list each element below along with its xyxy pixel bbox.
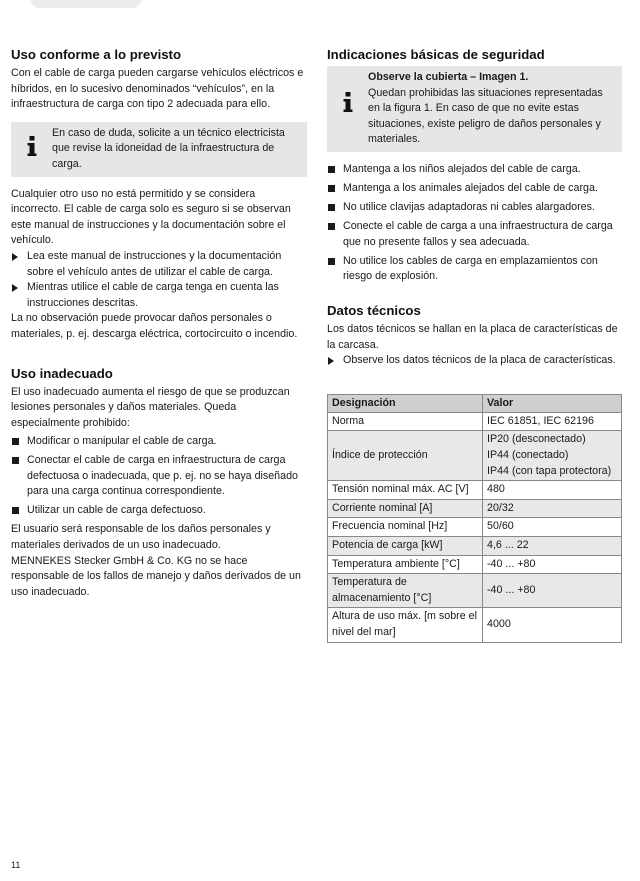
bullet-list [11, 434, 307, 519]
bullet-list [327, 162, 622, 285]
list-item: Mantenga a los niños alejados del cable de carga. [327, 162, 622, 178]
table-cell-label: Tensión nominal máx. AC [V] [328, 481, 483, 500]
table-cell-label: Norma [328, 412, 483, 431]
table-cell-label: Frecuencia nominal [Hz] [328, 518, 483, 537]
table-header-cell: Designación [328, 394, 483, 412]
table-cell-value [483, 555, 622, 574]
value-line: 4,6 ... 22 [487, 539, 529, 552]
instruction-list [11, 249, 307, 311]
table-cell-value [483, 499, 622, 518]
table-header-cell: Valor [483, 394, 622, 412]
table-cell-value [483, 431, 622, 481]
list-item: Mantenga a los animales alejados del cable de carga. [327, 181, 622, 197]
value-line: 4000 [487, 618, 511, 631]
list-item: Conectar el cable de carga en infraestructura de carga defectuosa o inadecuada, que p. ej. no se haya diseñado para una carga continua correspondiente. [11, 453, 307, 500]
table-row [328, 574, 622, 608]
table-cell-value [483, 537, 622, 556]
info-icon [327, 66, 368, 112]
section-heading: Indicaciones básicas de seguridad [327, 47, 545, 62]
table-cell-value [483, 608, 622, 642]
table-row [328, 431, 622, 481]
table-row [328, 481, 622, 500]
paragraph: Los datos técnicos se hallan en la placa de características de la carcasa. [327, 323, 618, 351]
instruction-list [327, 353, 622, 369]
paragraph: Cualquier otro uso no está permitido y se considera incorrecto. El cable de carga solo es seguro si se observan este manual de instrucciones y la documentación sobre el vehículo. [11, 187, 291, 247]
table-cell-value [483, 481, 622, 500]
paragraph: Con el cable de carga pueden cargarse vehículos eléctricos e híbridos, en lo sucesivo denominados “vehículos”, en la infraestructura de carga con tipo 2 adecuada para ello. [11, 67, 304, 111]
table-row [328, 499, 622, 518]
list-item: Utilizar un cable de carga defectuoso. [11, 503, 307, 519]
paragraph: El uso inadecuado aumenta el riesgo de que se produzcan lesiones personales y daños materiales. Queda especialmente prohibido: [11, 385, 290, 429]
list-item: Observe los datos técnicos de la placa de características. [327, 353, 622, 369]
value-line: IP20 (desconectado) [487, 433, 586, 446]
table-body [328, 412, 622, 642]
paragraph: MENNEKES Stecker GmbH & Co. KG no se hace responsable de los fallos de manejo y daños derivados de un uso inadecuado. [11, 554, 301, 598]
table-row [328, 555, 622, 574]
value-line: -40 ... +80 [487, 557, 536, 570]
info-title: Observe la cubierta – Imagen 1. [368, 71, 529, 83]
paragraph: El usuario será responsable de los daños personales y materiales derivados de un uso inadecuado. [11, 523, 271, 552]
header-tab [30, 0, 142, 8]
section-heading: Datos técnicos [327, 303, 421, 319]
table-cell-label: Temperatura de almacenamiento [°C] [328, 574, 483, 608]
table-cell-label: Índice de protección [328, 431, 483, 481]
value-line: IP44 (conectado) [487, 449, 569, 462]
table-row [328, 412, 622, 431]
list-item: No utilice los cables de carga en emplazamientos con riesgo de explosión. [327, 254, 622, 285]
table-cell-value [483, 574, 622, 608]
list-item: No utilice clavijas adaptadoras ni cables alargadores. [327, 200, 622, 216]
technical-data-table [327, 394, 622, 643]
list-item: Lea este manual de instrucciones y la documentación sobre el vehículo antes de utilizar el cable de carga. [11, 249, 307, 280]
info-text: En caso de duda, solicite a un técnico electricista que revise la idoneidad de la infraestructura de carga. [52, 126, 285, 170]
value-line: -40 ... +80 [487, 584, 536, 596]
table-cell-label: Corriente nominal [A] [328, 499, 483, 518]
table-cell-label: Altura de uso máx. [m sobre el nivel del mar] [328, 608, 483, 642]
info-content [368, 66, 622, 152]
paragraph: La no observación puede provocar daños personales o materiales, p. ej. descarga eléctrica, cortocircuito o incendio. [11, 312, 298, 340]
table-header-row [328, 394, 622, 412]
page-number: 11 [11, 860, 21, 870]
table-cell-label: Potencia de carga [kW] [328, 537, 483, 556]
table-row [328, 537, 622, 556]
info-icon [11, 122, 52, 156]
list-item: Conecte el cable de carga a una infraestructura de carga que no presente fallos y sea adecuada. [327, 219, 622, 250]
list-item: Modificar o manipular el cable de carga. [11, 434, 307, 450]
info-box [327, 66, 622, 152]
table-cell-value [483, 412, 622, 431]
table-row [328, 608, 622, 642]
section-heading: Uso inadecuado [11, 365, 113, 381]
info-box [11, 122, 307, 177]
section-heading: Uso conforme a lo previsto [11, 47, 182, 62]
table-cell-value [483, 518, 622, 537]
table-cell-label: Temperatura ambiente [°C] [328, 555, 483, 574]
value-line: 20/32 [487, 501, 514, 514]
left-column [11, 46, 307, 600]
value-line: 50/60 [487, 520, 514, 533]
value-line: 480 [487, 483, 505, 496]
value-line: IP44 (con tapa protectora) [487, 464, 612, 477]
value-line: IEC 61851, IEC 62196 [487, 414, 594, 427]
list-item: Mientras utilice el cable de carga tenga en cuenta las instrucciones descritas. [11, 280, 307, 311]
right-column [327, 46, 622, 643]
info-text: Quedan prohibidas las situaciones representadas en la figura 1. En caso de que no evite estas situaciones, existe peligro de daños personales y materiales. [368, 86, 603, 146]
table-row [328, 518, 622, 537]
